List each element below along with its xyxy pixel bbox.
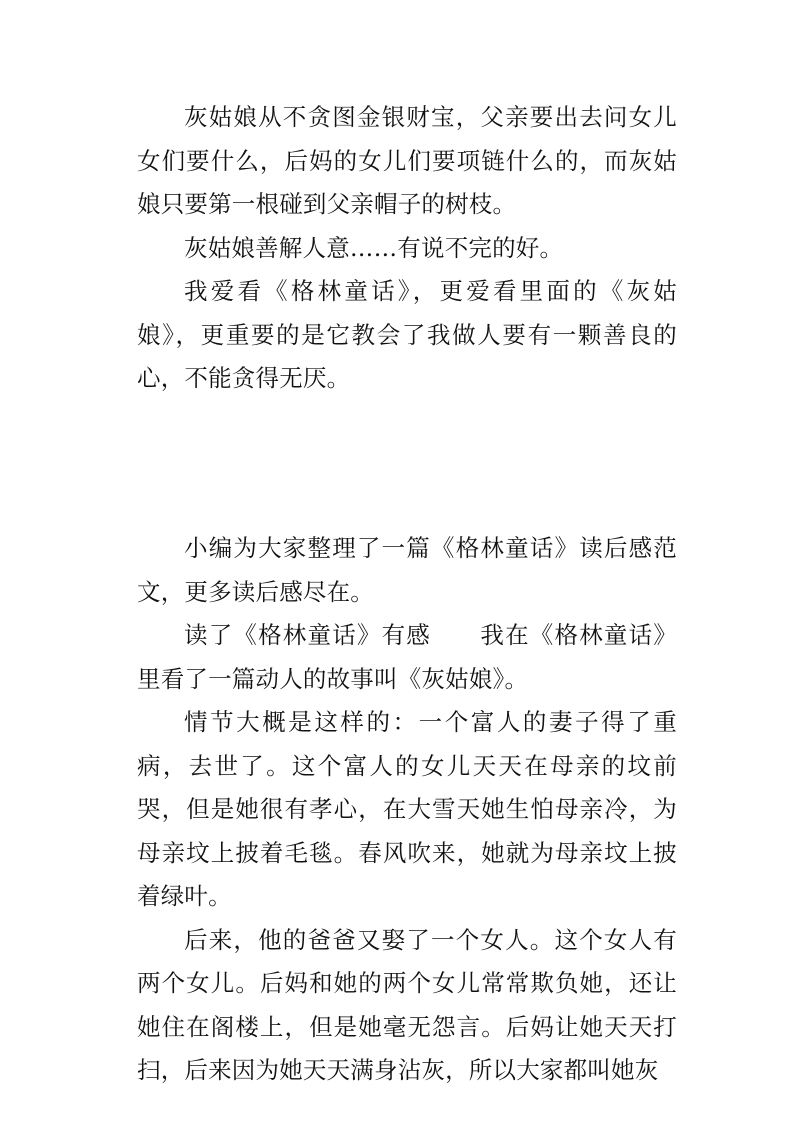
paragraph-editor-intro: 小编为大家整理了一篇《格林童话》读后感范文，更多读后感尽在。 [137,534,677,606]
text-section-top [137,96,677,401]
paragraph-cinderella-virtue: 灰姑娘从不贪图金银财宝，父亲要出去问女儿女们要什么，后妈的女儿们要项链什么的，而灰姑娘只要第一根碰到父亲帽子的树枝。 [137,103,677,218]
paragraph-lesson: 我爱看《格林童话》，更爱看里面的《灰姑娘》，更重要的是它教会了我做人要有一颗善良的心，不能贪得无厌。 [137,277,677,392]
paragraph-stepmother: 后来，他的爸爸又娶了一个女人。这个女人有两个女儿。后妈和她的两个女儿常常欺负她，还让她住在阁楼上，但是她毫无怨言。后妈让她天天打扫，后来因为她天天满身沾灰，所以大家都叫她灰 [137,925,677,1084]
paragraph-plot-summary: 情节大概是这样的：一个富人的妻子得了重病，去世了。这个富人的女儿天天在母亲的坟前哭，但是她很有孝心，在大雪天她生怕母亲冷，为母亲坟上披着毛毯。春风吹来，她就为母亲坟上披着绿叶。 [137,708,677,910]
text-section-bottom [137,527,677,1093]
paragraph-essay-title: 读了《格林童话》有感 我在《格林童话》里看了一篇动人的故事叫《灰姑娘》。 [137,621,677,693]
paragraph-kind-hearted: 灰姑娘善解人意……有说不完的好。 [184,233,564,262]
